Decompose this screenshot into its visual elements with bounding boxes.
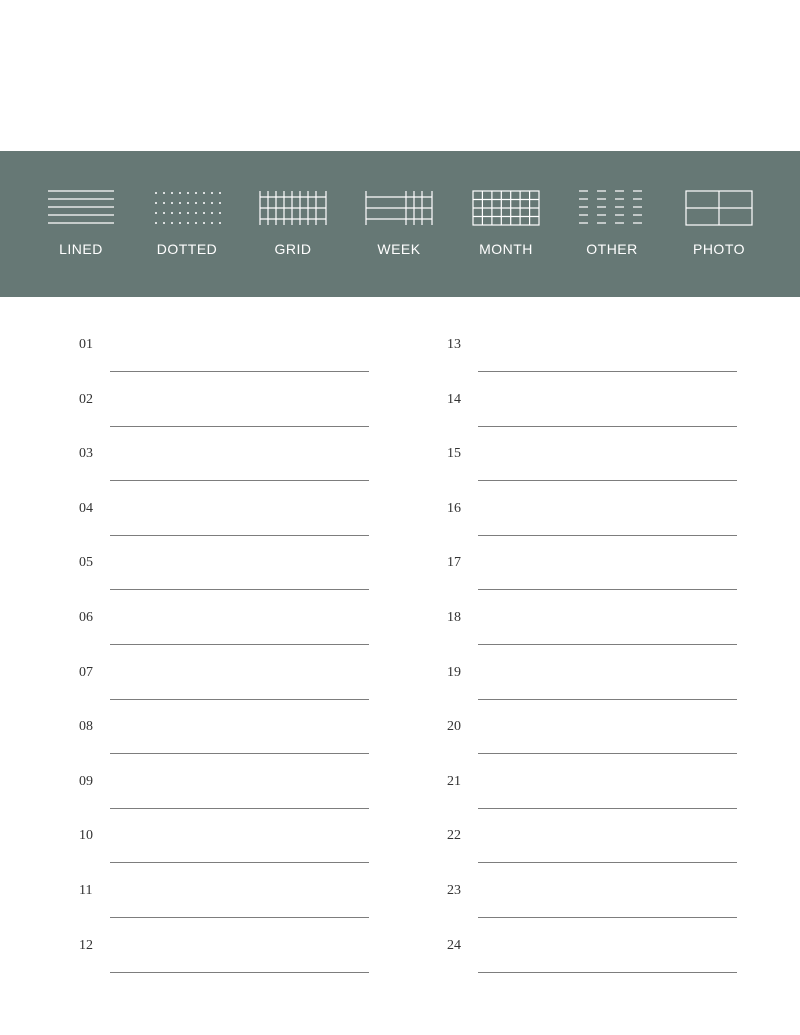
entry-line[interactable] [110,535,369,536]
entry-line[interactable] [110,480,369,481]
entry-number: 24 [447,937,461,953]
index-entry[interactable] [79,446,369,501]
entry-number: 01 [79,337,93,352]
tab-dotted[interactable] [134,151,240,297]
index-entry[interactable] [447,501,737,556]
index-entry[interactable] [79,883,369,938]
index-entry[interactable] [447,774,737,829]
entry-line[interactable] [110,862,369,863]
entry-line[interactable] [478,589,737,590]
tab-label: MONTH [479,241,533,257]
tab-month[interactable] [453,151,559,297]
entry-line[interactable] [478,862,737,863]
entry-line[interactable] [478,371,737,372]
entry-line[interactable] [478,480,737,481]
dotted-icon [152,189,222,227]
tab-label: WEEK [377,241,421,257]
entry-number: 02 [79,391,93,407]
index-entry[interactable] [447,938,737,993]
index-entry[interactable] [79,774,369,829]
entry-number: 16 [447,500,461,516]
tab-grid[interactable] [240,151,346,297]
tab-label: OTHER [586,241,638,257]
index-entry[interactable] [447,555,737,610]
month-icon [471,189,541,227]
entry-number: 03 [79,446,93,462]
entry-line[interactable] [478,972,737,973]
index-entry[interactable] [79,828,369,883]
grid-icon [258,189,328,227]
index-entry[interactable] [79,501,369,556]
entry-line[interactable] [110,753,369,754]
entry-number: 12 [79,937,93,953]
entry-number: 06 [79,610,93,625]
entry-line[interactable] [110,589,369,590]
lined-icon [46,189,116,227]
entry-line[interactable] [478,426,737,427]
entry-line[interactable] [478,917,737,918]
entry-number: 19 [447,664,461,680]
entry-number: 21 [447,773,461,789]
tab-label: GRID [274,241,312,257]
tab-photo[interactable] [666,151,772,297]
index-entry[interactable] [447,337,737,392]
entry-number: 14 [447,391,461,407]
entry-line[interactable] [110,808,369,809]
index-entry[interactable] [79,610,369,665]
index-entry[interactable] [79,337,369,392]
tab-label: DOTTED [156,241,218,257]
entry-number: 15 [447,446,461,462]
entry-number: 23 [447,883,461,898]
entry-number: 18 [447,610,461,625]
entry-line[interactable] [478,699,737,700]
index-entry[interactable] [447,392,737,447]
index-entry[interactable] [447,719,737,774]
index-entry[interactable] [79,665,369,720]
entry-number: 20 [447,719,461,735]
index-entry[interactable] [79,555,369,610]
index-entry[interactable] [447,610,737,665]
tab-label: LINED [59,241,103,257]
index-entry[interactable] [79,392,369,447]
entry-number: 11 [79,883,93,898]
entry-number: 04 [79,500,93,516]
entry-number: 09 [79,773,93,789]
tab-label: PHOTO [692,241,746,257]
photo-icon [684,189,754,227]
entry-line[interactable] [110,917,369,918]
other-icon [577,189,647,227]
entry-number: 08 [79,719,93,735]
entry-line[interactable] [110,699,369,700]
index-entry[interactable] [447,883,737,938]
tab-week[interactable] [346,151,452,297]
entry-line[interactable] [478,535,737,536]
entry-line[interactable] [110,972,369,973]
entry-line[interactable] [478,753,737,754]
entry-number: 10 [79,828,93,844]
entry-line[interactable] [110,644,369,645]
entry-line[interactable] [478,808,737,809]
week-icon [364,189,434,227]
index-entry[interactable] [447,828,737,883]
index-entry[interactable] [447,665,737,720]
entry-number: 07 [79,664,93,680]
index-entry[interactable] [79,938,369,993]
entry-line[interactable] [110,371,369,372]
index-entry[interactable] [447,446,737,501]
entry-line[interactable] [478,644,737,645]
entry-number: 13 [447,337,461,352]
page-type-banner [0,151,800,297]
entry-number: 05 [79,555,93,571]
entry-number: 22 [447,828,461,844]
entry-line[interactable] [110,426,369,427]
tab-other[interactable] [559,151,665,297]
entry-number: 17 [447,555,461,571]
index-entry[interactable] [79,719,369,774]
tab-lined[interactable] [28,151,134,297]
